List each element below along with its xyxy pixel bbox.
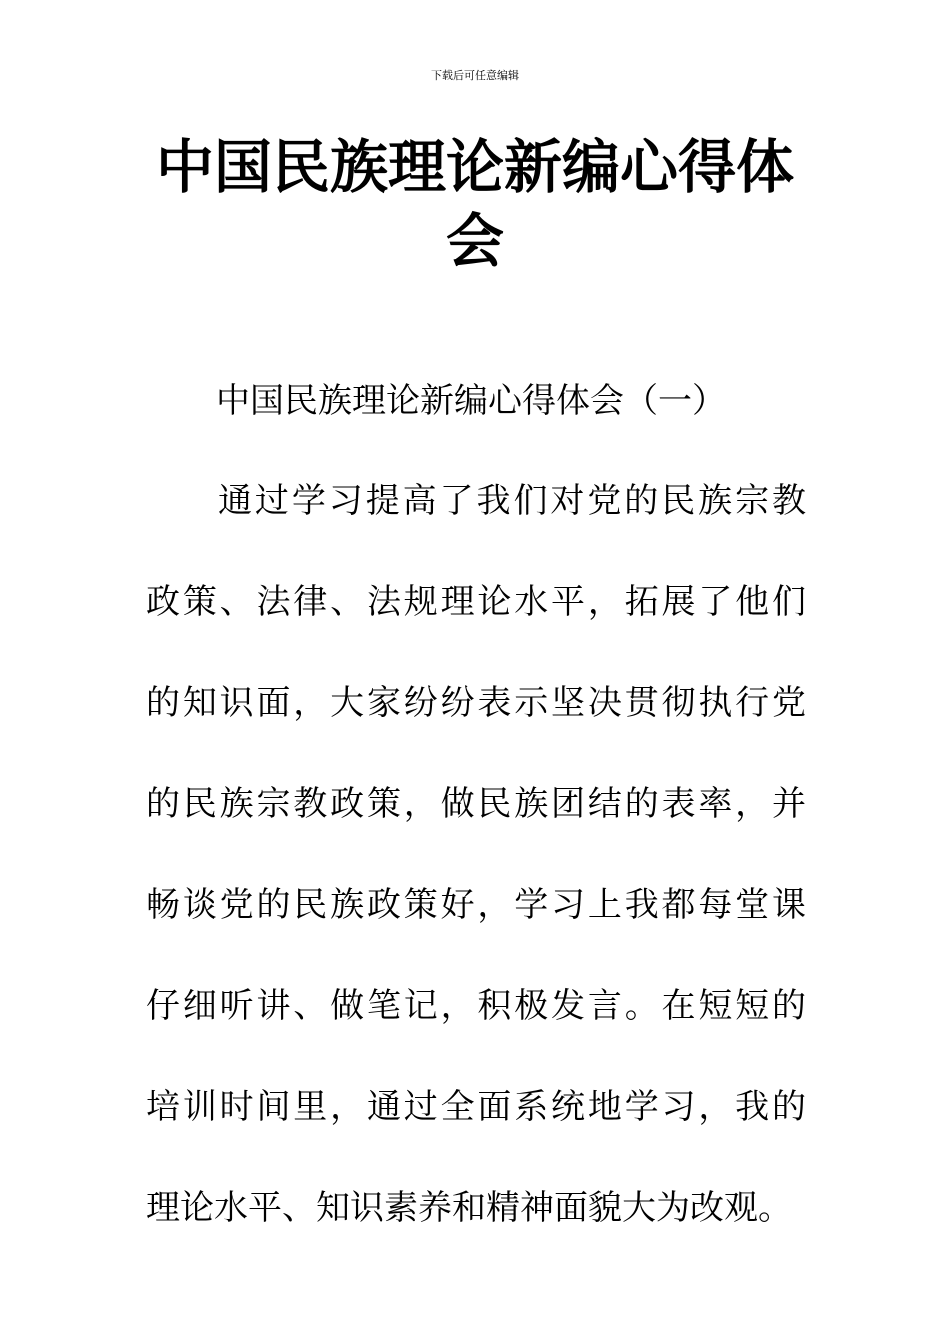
paragraph-line: 仔细听讲、做笔记，积极发言。在短短的 bbox=[146, 986, 806, 1026]
paragraph-line: 的民族宗教政策，做民族团结的表率，并 bbox=[146, 784, 806, 824]
paragraph-line: 的知识面，大家纷纷表示坚决贯彻执行党 bbox=[146, 683, 806, 723]
paragraph-line: 畅谈党的民族政策好，学习上我都每堂课 bbox=[146, 885, 806, 925]
section-heading: 中国民族理论新编心得体会（一） bbox=[216, 381, 726, 421]
document-title: 中国民族理论新编心得体会 bbox=[155, 133, 794, 275]
header-note: 下载后可任意编辑 bbox=[431, 69, 519, 82]
paragraph-line: 培训时间里，通过全面系统地学习，我的 bbox=[146, 1087, 806, 1127]
paragraph-line: 通过学习提高了我们对党的民族宗教 bbox=[218, 481, 806, 521]
paragraph-line: 理论水平、知识素养和精神面貌大为改观。 bbox=[146, 1188, 792, 1228]
body-paragraph bbox=[146, 473, 806, 1281]
paragraph-line: 政策、法律、法规理论水平，拓展了他们 bbox=[146, 582, 806, 622]
